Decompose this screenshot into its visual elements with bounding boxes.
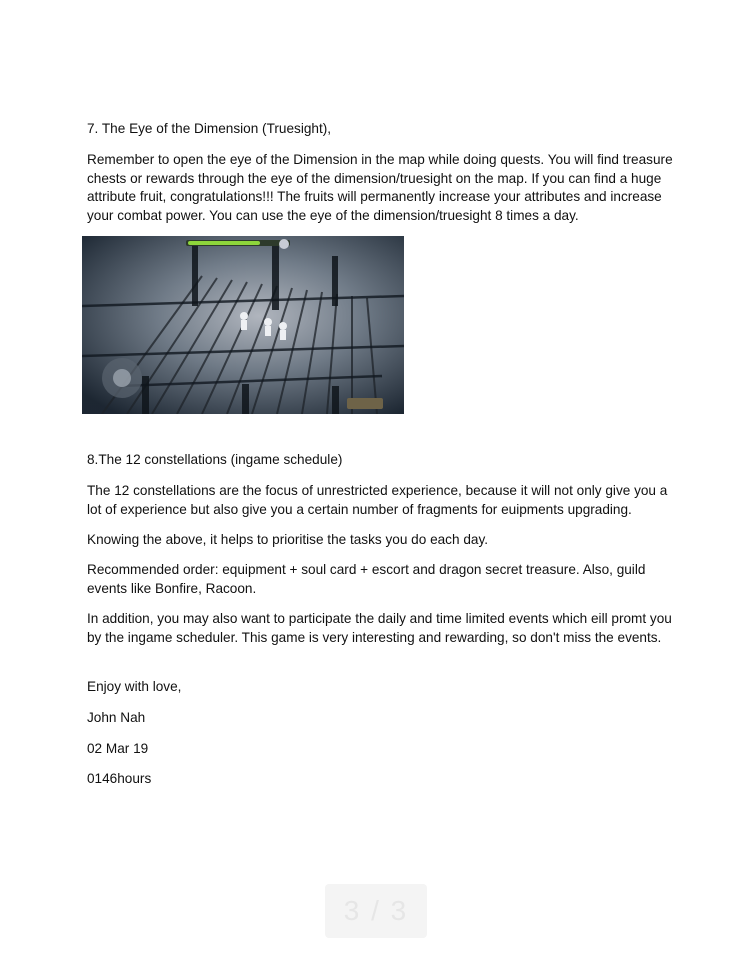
game-screenshot-image [82, 236, 404, 414]
author-name: John Nah [87, 710, 146, 725]
section-8-heading: 8.The 12 constellations (ingame schedule) [87, 452, 343, 467]
section-8-paragraph-1: The 12 constellations are the focus of unrestricted experience, because it will not only give you a lot of experience but also give you a certain number of fragments for euipments upgrading. [87, 483, 668, 517]
page-indicator: 3 / 3 [325, 884, 427, 938]
section-7-heading: 7. The Eye of the Dimension (Truesight), [87, 121, 332, 136]
signoff-text: Enjoy with love, [87, 679, 182, 694]
document-date: 02 Mar 19 [87, 741, 149, 756]
section-8-paragraph-4: In addition, you may also want to participate the daily and time limited events which eill promt you by the ingame scheduler. This game is very interesting and rewarding, so don't miss the events. [87, 611, 672, 645]
document-time: 0146hours [87, 771, 152, 786]
section-8-paragraph-3: Recommended order: equipment + soul card + escort and dragon secret treasure. Also, guild events like Bonfire, Racoon. [87, 562, 646, 596]
section-7-body: Remember to open the eye of the Dimension in the map while doing quests. You will find treasure chests or rewards through the eye of the dimension/truesight on the map. If you can find a huge attribute fruit, congratulations!!! The fruits will permanently increase your attributes and increase your combat power. You can use the eye of the dimension/truesight 8 times a day. [87, 152, 673, 223]
section-8-paragraph-2: Knowing the above, it helps to prioritise the tasks you do each day. [87, 532, 489, 547]
